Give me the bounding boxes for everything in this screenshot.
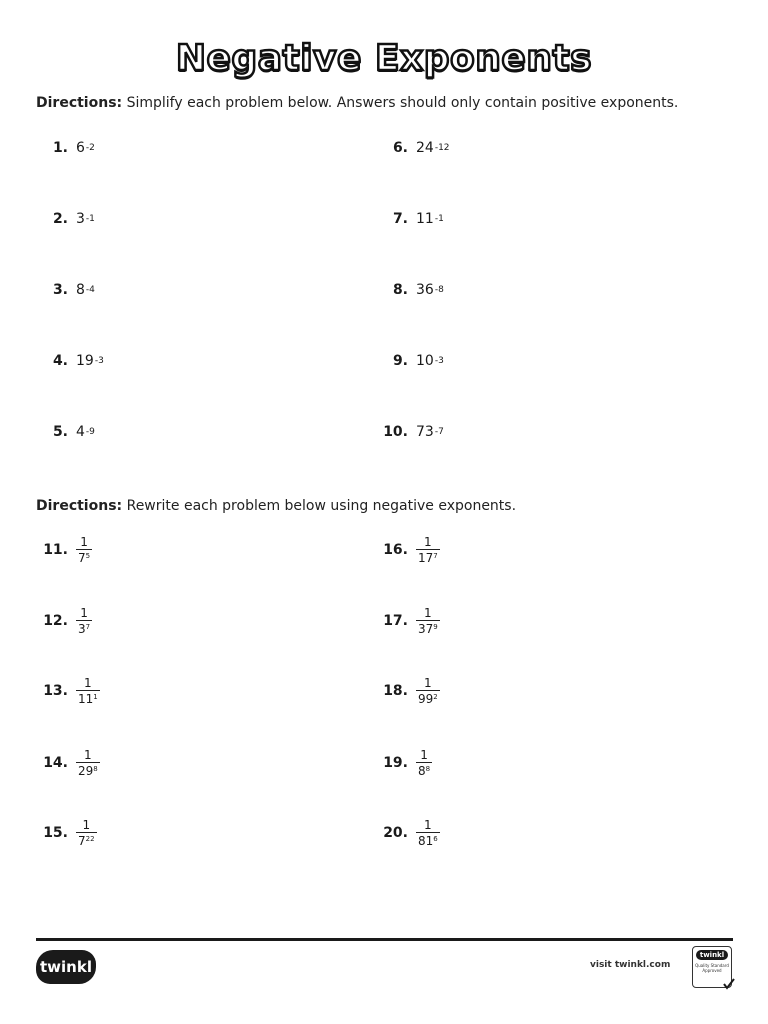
problem-exponent: -12 [434,143,450,153]
problem-16 [376,530,440,570]
directions-rewrite [36,498,516,514]
problem-4 [36,341,104,381]
fraction-base: 7 [78,551,86,565]
fraction [416,607,440,635]
problem-base: 3 [76,211,85,227]
fraction-exponent: 7 [85,623,91,631]
problem-20 [376,813,440,853]
quality-badge [692,946,732,988]
fraction-exponent: 9 [433,623,438,631]
fraction [416,677,440,705]
fraction-base: 7 [78,834,86,848]
problem-base: 4 [76,424,85,440]
problem-18 [376,671,440,711]
fraction-numerator: 1 [80,535,88,549]
fraction-denominator [76,620,92,635]
problem-exponent: -3 [94,356,104,366]
problem-exponent: -8 [434,285,444,295]
problem-13 [36,671,100,711]
problem-base: 24 [416,140,434,156]
fraction-exponent: 6 [433,835,438,843]
problem-15 [36,813,97,853]
problem-number: 3. [52,282,68,298]
problem-number: 15. [43,825,68,841]
problem-base: 11 [416,211,434,227]
problem-exponent: -1 [434,214,444,224]
fraction-exponent: 2 [433,693,438,701]
twinkl-logo[interactable] [36,950,96,984]
fraction-numerator: 1 [420,748,428,762]
fraction [416,536,440,564]
fraction [76,749,100,777]
problem-number: 19. [383,755,408,771]
fraction-base: 99 [418,692,434,706]
problem-number: 16. [383,542,408,558]
fraction-denominator [416,832,440,847]
fraction [76,819,97,847]
problem-5 [36,412,95,452]
fraction-numerator: 1 [424,535,432,549]
problem-number: 6. [392,140,408,156]
fraction-denominator [416,549,440,564]
fraction-denominator [76,549,92,564]
fraction-numerator: 1 [84,676,92,690]
directions-label: Directions: [36,95,123,111]
problem-number: 17. [383,613,408,629]
problem-base: 10 [416,353,434,369]
fraction-numerator: 1 [424,606,432,620]
problem-base: 36 [416,282,434,298]
problem-number: 18. [383,683,408,699]
badge-logo: twinkl [696,950,728,960]
fraction-numerator: 1 [84,748,92,762]
problem-7 [376,199,444,239]
fraction-numerator: 1 [82,818,91,832]
problem-exponent: -1 [85,214,95,224]
check-icon [723,978,735,990]
visit-link[interactable]: visit twinkl.com [590,960,671,970]
problem-exponent: -4 [85,285,95,295]
directions-label: Directions: [36,498,123,514]
problem-base: 8 [76,282,85,298]
problem-number: 1. [52,140,68,156]
badge-text: Quality Standard Approved [695,963,729,973]
fraction-exponent: 8 [425,765,431,773]
fraction-numerator: 1 [424,818,432,832]
problem-1 [36,128,95,168]
problem-exponent: -2 [85,143,95,153]
fraction-base: 81 [418,834,434,848]
problem-exponent: -9 [85,427,95,437]
problem-number: 8. [392,282,408,298]
problem-number: 20. [383,825,408,841]
fraction-denominator [76,832,97,847]
problem-number: 13. [43,683,68,699]
fraction-numerator: 1 [424,676,432,690]
fraction-denominator [416,762,432,777]
fraction-exponent: 8 [93,765,98,773]
problem-number: 10. [383,424,408,440]
fraction-base: 17 [418,551,434,565]
fraction-denominator [416,620,440,635]
fraction-denominator [76,690,100,705]
problem-10 [376,412,444,452]
problem-number: 14. [43,755,68,771]
problem-2 [36,199,95,239]
footer-divider [36,938,733,941]
problem-3 [36,270,95,310]
fraction-exponent: 7 [433,552,438,560]
problem-12 [36,601,92,641]
page-title: Negative Exponents [175,38,593,79]
fraction-base: 8 [418,764,426,778]
fraction-numerator: 1 [80,606,88,620]
problem-exponent: -3 [434,356,444,366]
fraction [416,819,440,847]
logo-text: twinkl [40,958,92,976]
fraction [76,536,92,564]
problem-base: 19 [76,353,94,369]
fraction-base: 37 [418,622,434,636]
problem-number: 11. [43,542,68,558]
problem-exponent: -7 [434,427,444,437]
problem-number: 9. [392,353,408,369]
problem-19 [376,743,432,783]
fraction-exponent: 22 [85,835,95,843]
directions-simplify [36,95,678,111]
fraction-exponent: 5 [85,552,91,560]
problem-14 [36,743,100,783]
problem-base: 6 [76,140,85,156]
directions-text: Simplify each problem below. Answers should only contain positive exponents. [122,95,679,111]
problem-base: 73 [416,424,434,440]
fraction-base: 3 [78,622,86,636]
fraction [416,749,432,777]
fraction [76,677,100,705]
fraction-base: 11 [78,692,94,706]
problem-number: 7. [392,211,408,227]
problem-number: 12. [43,613,68,629]
problem-number: 4. [52,353,68,369]
problem-number: 5. [52,424,68,440]
fraction-base: 29 [78,764,94,778]
problem-11 [36,530,92,570]
problem-6 [376,128,450,168]
directions-text: Rewrite each problem below using negative exponents. [122,498,517,514]
problem-number: 2. [52,211,68,227]
fraction-denominator [416,690,440,705]
problem-9 [376,341,444,381]
problem-8 [376,270,444,310]
problem-17 [376,601,440,641]
fraction-exponent: 1 [93,693,98,701]
fraction [76,607,92,635]
fraction-denominator [76,762,100,777]
